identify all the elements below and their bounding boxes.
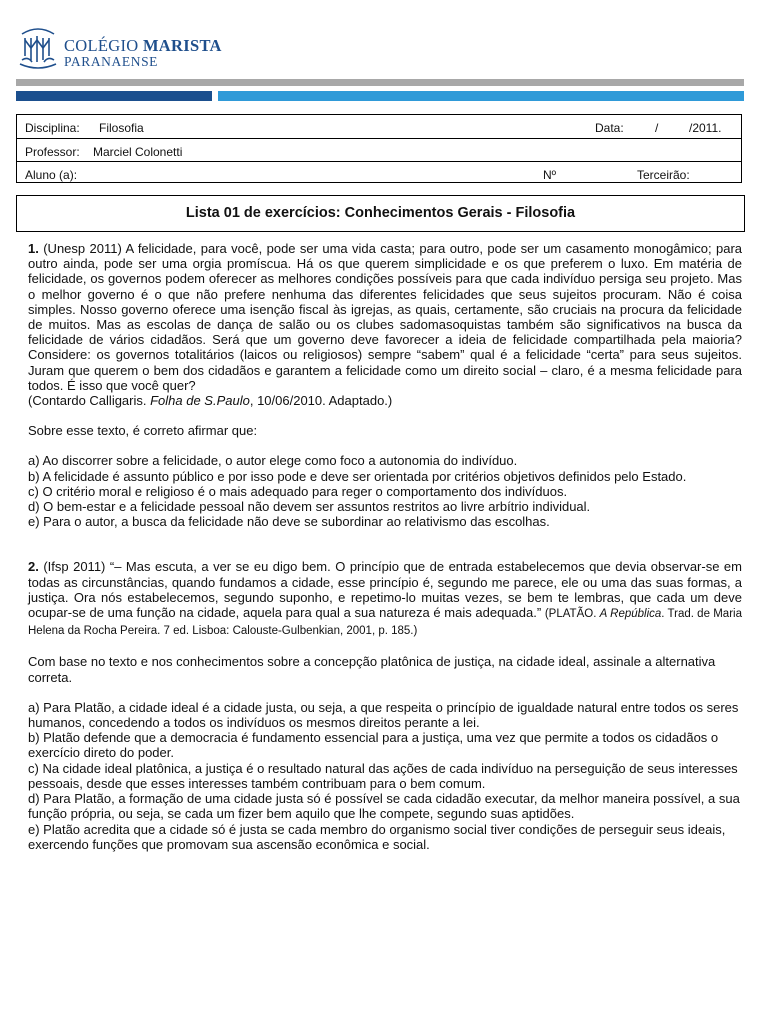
question-2-option-c[interactable]: c) Na cidade ideal platônica, a justiça é o resultado natural das ações de cada indivíduo na perseguição de seus interesses pessoais, desde que esses interesses também contribuam para o bem comum. [28,760,738,791]
question-1-text [28,241,742,393]
question-2-option-a[interactable]: a) Para Platão, a cidade ideal é a cidade justa, ou seja, a que respeita o princípio de igualdade natural entre todos os seres humanos, concedendo a todos os indivíduos os mesmos direitos perante a lei. [28,699,739,731]
discipline-value: Filosofia [99,121,144,135]
question-1-option-a[interactable]: a) Ao discorrer sobre a felicidade, o autor elege como foco a autonomia do indivíduo. [28,453,518,469]
school-name: COLÉGIO MARISTA [64,36,222,55]
professor-label: Professor: [25,145,80,159]
question-1-citation: (Contardo Calligaris. Folha de S.Paulo, 10/06/2010. Adaptado.) [28,393,393,409]
question-2-option-b[interactable]: b) Platão defende que a democracia é fundamento essencial para a justiça, uma vez que permite a todos os cidadãos o exercício direto do poder. [28,730,719,761]
question-1-option-b[interactable]: b) A felicidade é assunto público e por isso pode e deve ser orientada por critérios objetivos definidos pelo Estado. [28,468,687,484]
question-1-number: 1. [28,241,39,256]
question-1-option-e[interactable]: e) Para o autor, a busca da felicidade não deve se subordinar ao relativismo das escolhas. [28,514,550,530]
header-rule-light [218,91,744,101]
question-1-body: A felicidade, para você, pode ser uma vida casta; para outro, pode ser um casamento monogâmico; para outro ainda, pode ser uma orgia promíscua. Há os que querem simplicidade e os que preferem o luxo. Em matéria de felicidade, os governos podem oferecer as melhores condições possíveis para que cada indivíduo persiga seu projeto. Mas o melhor governo é o que não prefere nenhuma das diferentes felicidades que seus sujeitos procuram. Não é coisa simples. Nosso governo oferece uma isenção fiscal às igrejas, as quais, certamente, são cruciais na procura da felicidade de muitos. Mas as escolas de dança de salão ou os clubes sadomasoquistas também são significativos na busca da felicidade de vários cidadãos. Será que um governo deve favorecer a ideia de felicidade compartilhada pela maioria? Considere: os governos totalitários (laicos ou religiosos) sempre “sabem” qual é a felicidade “certa” para seus sujeitos. Juram que querem o bem dos cidadãos e garantem a felicidade como um direito social – claro, é a mesma felicidade para todos. É isso que você quer? [28,241,742,393]
question-2-reference: (PLATÃO. A República. Trad. de Maria Helena da Rocha Pereira. 7 ed. Lisboa: Calouste-Gulbenkian, 2001, p. 185.) [28,608,742,638]
question-1-option-d[interactable]: d) O bem-estar e a felicidade pessoal não devem ser assuntos restritos ao livre arbítrio individual. [28,499,591,515]
question-1-source: (Unesp 2011) [38,241,126,256]
question-2-number: 2. [28,559,39,575]
school-logo [16,26,256,72]
date-year: /2011. [689,121,722,135]
class-label: Terceirão: [637,168,690,182]
page-title: Lista 01 de exercícios: Conhecimentos Gerais - Filosofia [16,195,745,232]
date-separator: / [655,121,659,135]
question-2-option-d[interactable]: d) Para Platão, a formação de uma cidade justa só é possível se cada cidadão executar, da melhor maneira possível, a sua função própria, ou seja, se cada um fizer bem aquilo que lhe compete, segundo suas aptidões. [28,791,740,822]
professor-value: Marciel Colonetti [93,145,183,159]
header-info-table [16,114,742,183]
question-2-quote: “– Mas escuta, a ver se eu digo bem. O princípio que de entrada estabelecemos que devia observar-se em todas as circunstâncias, quando fundamos a cidade, esse princípio é, segundo me parece, ele ou uma das suas formas, a justiça. Ora nós estabelecemos, segundo suponho, e repetimo-lo muitas vezes, se bem te lembras, que cada um deve ocupar-se de uma função na cidade, aquela para qual a sua natureza é mais adequada.” [28,559,742,621]
info-row-student [17,161,741,185]
question-1-option-c[interactable]: c) O critério moral e religioso é o mais adequado para reger o comportamento dos indivíduos. [28,483,568,499]
exercise-content [28,241,742,852]
question-1-prompt: Sobre esse texto, é correto afirmar que: [28,423,258,439]
info-row-professor [17,138,741,162]
info-row-discipline [17,115,741,138]
header-rule-gray [16,79,744,86]
question-2-text [28,559,742,639]
question-2-prompt: Com base no texto e nos conhecimentos sobre a concepção platônica de justiça, na cidade ideal, assinale a alternativa correta. [28,654,716,685]
student-label: Aluno (a): [25,168,78,182]
school-subtitle: PARANAENSE [64,54,159,69]
discipline-label: Disciplina: [25,121,80,135]
date-label: Data: [595,121,624,135]
question-2-option-e[interactable]: e) Platão acredita que a cidade só é justa se cada membro do organismo social tiver condições de perseguir seus ideais, exercendo funções que promovam sua ascensão econômica e social. [28,821,726,852]
header-rule-dark [16,91,212,101]
marist-monogram-icon [16,26,60,72]
number-label: Nº [543,168,557,182]
question-2-source: (Ifsp 2011) [38,559,110,575]
